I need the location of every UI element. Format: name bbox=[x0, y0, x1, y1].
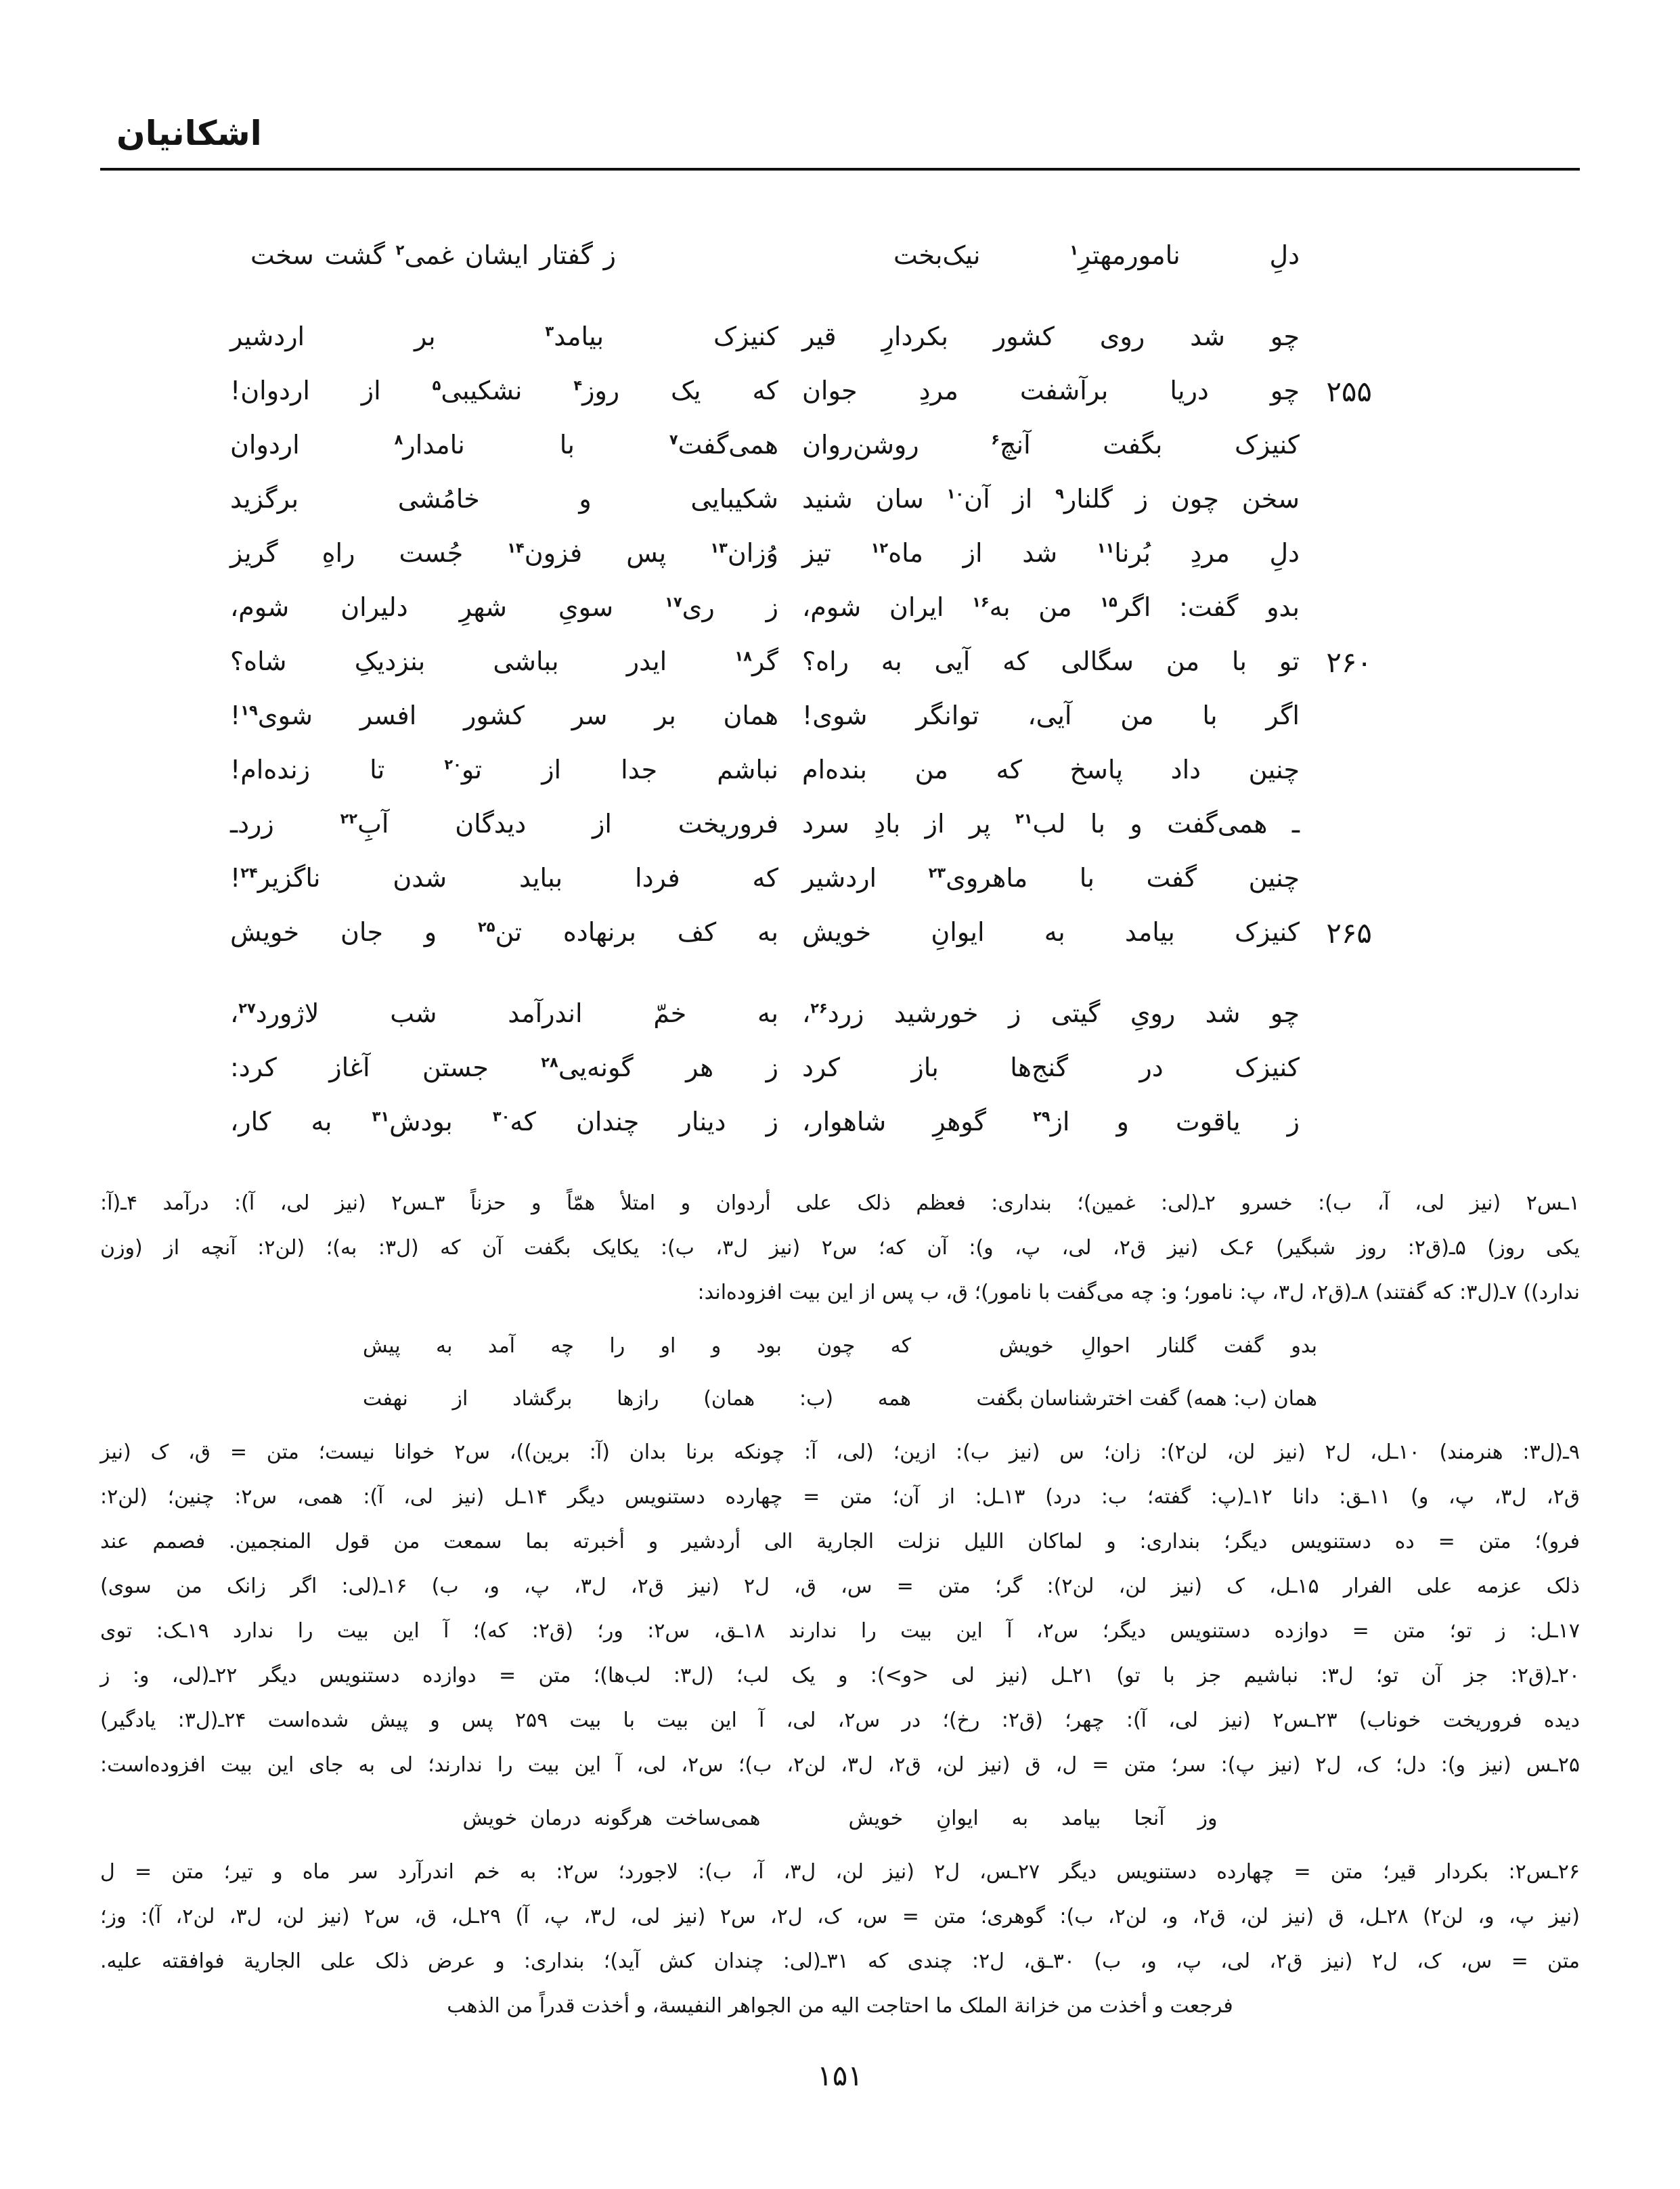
hemistich-left: به کف برنهاده تن$^{۲۵}$ و جان خویش bbox=[230, 917, 778, 948]
couplet-row bbox=[230, 1041, 1391, 1095]
footnote-line: متن = س، ک، ل۲ (نیز ق۲، لی، پ، و، ب) ۳۰ـق، ل۲: چندی که ۳۱ـ(لی: چندان کش آید)؛ بنداری: و عرض ذلک علی الجاریة فوافقته علیه. bbox=[100, 1949, 1580, 1973]
footnote-line: ۱۷ـل: ز تو؛ متن = دوازده دستنویس دیگر؛ س۲، آ این بیت را ندارند ۱۸ـق، س۲: ور؛ (ق۲: که)؛ آ این بیت را ندارد ۱۹ـک: توی bbox=[100, 1619, 1580, 1643]
couplet-row bbox=[230, 527, 1391, 581]
hemistich-right: چنین داد پاسخ که من بنده‌ام bbox=[802, 755, 1300, 785]
hemistich-left: به خمّ اندرآمد شب لاژورد$^{۲۷}$، bbox=[230, 998, 778, 1029]
footnote-line: (نیز پ، و، لن۲) ۲۸ـل، ق (نیز لن، ق۲، و، لن۲، ب): گوهری؛ متن = س، ک، ل۲، س۲ (نیز لی، ل۳، پ، آ) ۲۹ـل، ق، س۲ (نیز لن، ل۳، لن۲، آ): وز؛ bbox=[100, 1905, 1580, 1928]
footnote-line: یکی روز) ۵ـ(ق۲: روز شبگیر) ۶ـک (نیز ق۲، لی، پ، و): آن که؛ س۲ (نیز ل۳، ب): یکایک بگفت آن که (ل۳: به)؛ (لن۲: آنچه از (وزن bbox=[100, 1236, 1580, 1260]
running-head-section-title: اشکانیان bbox=[116, 114, 262, 153]
hemistich-left: که فردا بباید شدن ناگزیر$^{۲۴}$! bbox=[230, 863, 778, 893]
couplet-row bbox=[230, 364, 1391, 418]
hemistich-left: همان بر سر کشور افسر شوی$^{۱۹}$! bbox=[230, 701, 778, 731]
couplet-row bbox=[230, 906, 1391, 960]
hemistich-right: ـ همی‌گفت و با لب$^{۲۱}$ پر از بادِ سرد bbox=[802, 809, 1300, 839]
hemistich-right: سخن چون ز گلنار$^۹$ از آن$^{۱۰}$ سان شنید bbox=[802, 484, 1300, 514]
footnote-inserted-verses bbox=[100, 1797, 1580, 1840]
critical-apparatus-footnotes bbox=[100, 1181, 1580, 2029]
footnote-line: فرو)؛ متن = ده دستنویس دیگر؛ بنداری: و لماکان اللیل نزلت الجاریة الی أردشیر و أخبرته بما سمعت من قول المنجمین. فصمم عند bbox=[100, 1530, 1580, 1553]
couplet-row bbox=[230, 1095, 1391, 1149]
couplet-row bbox=[230, 581, 1391, 635]
poem-section bbox=[230, 229, 1391, 1149]
couplet-row bbox=[230, 987, 1391, 1041]
hemistich-left: نباشم جدا از تو$^{۲۰}$ تا زنده‌ام! bbox=[230, 755, 778, 785]
footnote-hemistich-left: همی‌ساخت هرگونه درمان خویش bbox=[462, 1807, 761, 1830]
footnote-hemistich-left: که چون بود و او را چه آمد به پیش bbox=[363, 1334, 911, 1358]
footnote-line: ۹ـ(ل۳: هنرمند) ۱۰ـل، ل۲ (نیز لن، لن۲): زان؛ س (نیز ب): ازین؛ (لی، آ: چونکه برنا بدان (آ: برین))، س۲ خوانا نیست؛ متن = ق، ک (نیز bbox=[100, 1440, 1580, 1464]
hemistich-right: ز یاقوت و از$^{۲۹}$ گوهرِ شاهوار، bbox=[802, 1107, 1300, 1137]
hemistich-right: دلِ مردِ بُرنا$^{۱۱}$ شد از ماه$^{۱۲}$ تیز bbox=[802, 538, 1300, 569]
hemistich-left: ز ری$^{۱۷}$ سویِ شهرِ دلیران شوم، bbox=[230, 592, 779, 623]
footnote-couplet bbox=[100, 1797, 1580, 1840]
footnote-hemistich-right: بدو گفت گلنار احوالِ خویش bbox=[999, 1334, 1317, 1358]
couplet-row bbox=[230, 418, 1391, 472]
couplet-row bbox=[230, 797, 1391, 852]
couplet-row bbox=[230, 635, 1391, 689]
footnote-line-arabic: فرجعت و أخذت من خزانة الملک ما احتاجت الیه من الجواهر النفیسة، و أخذت قدراً من الذهب bbox=[447, 1994, 1233, 2018]
footnote-line: ق۲، ل۳، پ، و) ۱۱ـق: دانا ۱۲ـ(پ: گفته؛ ب: درد) ۱۳ـل: از آن؛ متن = چهارده دستنویس دیگر ۱۴ـل (نیز لی، آ): همی، س۲: چنین؛ (لن۲: bbox=[100, 1485, 1580, 1509]
footnote-inserted-verses bbox=[100, 1325, 1580, 1421]
footnote-hemistich-left: همه (ب: همان) رازها برگشاد از نهفت bbox=[363, 1387, 911, 1411]
hemistich-left: فروریخت از دیدگان آبِ$^{۲۲}$ زردـ bbox=[230, 809, 778, 839]
header-rule bbox=[100, 168, 1580, 171]
couplet-row bbox=[230, 472, 1391, 527]
footnote-line: ۱ـس۲ (نیز لی، آ، ب): خسرو ۲ـ(لی: غمین)؛ بنداری: فعظم ذلک علی أردوان و امتلأ همّاً و حزناً ۳ـس۲ (نیز لی، آ): درآمد ۴ـ(آ: bbox=[100, 1191, 1580, 1215]
footnote-line: ندارد)) ۷ـ(ل۳: که گفتند) ۸ـ(ق۲، ل۳، پ: نامور؛ و: چه می‌گفت با نامور)؛ ق، ب پس از این بیت افزوده‌اند: bbox=[697, 1281, 1580, 1304]
couplet-row bbox=[230, 689, 1391, 743]
verse-number: ۲۶۰ bbox=[1326, 645, 1372, 679]
footnote-couplet bbox=[100, 1377, 1580, 1421]
footnote-hemistich-right: وز آنجا بیامد به ایوانِ خویش bbox=[848, 1807, 1218, 1830]
footnote-line: ۲۰ـ(ق۲: جز آن تو؛ ل۳: نباشیم جز با تو) ۲۱ـل (نیز لی <و>): و یک لب؛ (ل۳: لب‌ها)؛ متن = دوازده دستنویس دیگر ۲۲ـ(لی، و: ز bbox=[100, 1664, 1580, 1687]
footnote-line: ذلک عزمه علی الفرار ۱۵ـل، ک (نیز لن، لن۲): گر؛ متن = س، ق، ل۲ (نیز ق۲، ل۳، پ، و، ب) ۱۶ـ(لی: اگر زانک من سوی) bbox=[100, 1574, 1580, 1598]
footnote-hemistich-right: همان (ب: همه) گفت اخترشناسان بگفت bbox=[976, 1387, 1317, 1411]
footnote-line: دیده فروریخت خوناب) ۲۳ـس۲ (نیز لی، آ): چهر؛ (ق۲: رخ)؛ در س۲، لی، آ این بیت با بیت ۲۵۹ پس و پیش شده‌است ۲۴ـ(ل۳: یادگیر) bbox=[100, 1708, 1580, 1732]
footnote-line: ۲۵ـس (نیز و): دل؛ ک، ل۲ (نیز پ): سر؛ متن = ل، ق (نیز لن، ق۲، ل۳، لن۲، ب)؛ س۲، لی، آ این بیت را ندارند؛ لی به جای این بیت افزوده‌است: bbox=[100, 1753, 1580, 1777]
hemistich-right: چو دریا برآشفت مردِ جوان bbox=[802, 376, 1300, 406]
hemistich-right: چو شد رویِ گیتی ز خورشید زرد$^{۲۶}$، bbox=[802, 998, 1300, 1029]
hemistich-right: دلِ نامورمهترِ$^۱$ نیک‌بخت bbox=[893, 240, 1300, 271]
footnote-couplet bbox=[100, 1325, 1580, 1368]
couplet-row bbox=[230, 229, 1391, 283]
hemistich-left: همی‌گفت$^۷$ با نامدار$^۸$ اردوان bbox=[230, 430, 778, 460]
hemistich-left: گر$^{۱۸}$ ایدر بباشی بنزدیکِ شاه؟ bbox=[230, 646, 778, 677]
couplet-row bbox=[230, 310, 1391, 364]
hemistich-right: کنیزک بیامد به ایوانِ خویش bbox=[802, 917, 1300, 948]
hemistich-right: بدو گفت: اگر$^{۱۵}$ من به$^{۱۶}$ ایران شوم، bbox=[802, 592, 1300, 623]
hemistich-right: کنیزک بگفت آنچ$^۶$ روشن‌روان bbox=[802, 430, 1300, 460]
footnote-line: ۲۶ـس۲: بکردار قیر؛ متن = چهارده دستنویس دیگر ۲۷ـس، ل۲ (نیز لن، ل۳، آ، ب): لاجورد؛ س۲: به خم اندرآرد سر ماه و تیر؛ متن = ل bbox=[100, 1860, 1580, 1884]
couplet-row bbox=[230, 852, 1391, 906]
hemistich-left: ز گفتار ایشان غمی$^۲$ گشت سخت bbox=[250, 240, 616, 271]
verse-number: ۲۵۵ bbox=[1326, 374, 1372, 408]
hemistich-left: شکیبایی و خامُشی برگزید bbox=[230, 484, 778, 514]
couplet-row bbox=[230, 743, 1391, 797]
verse-number: ۲۶۵ bbox=[1326, 916, 1372, 950]
page-number: ۱۵۱ bbox=[817, 2059, 863, 2092]
hemistich-left: ز هر گونه‌یی$^{۲۸}$ جستن آغاز کرد: bbox=[230, 1053, 778, 1083]
hemistich-right: چو شد روی کشور بکردارِ قیر bbox=[802, 322, 1300, 352]
hemistich-left: که یک روز$^۴$ نشکیبی$^۵$ از اردوان! bbox=[230, 376, 778, 406]
hemistich-left: وُزان$^{۱۳}$ پس فزون$^{۱۴}$ جُست راهِ گریز bbox=[230, 538, 778, 569]
hemistich-right: چنین گفت با ماهروی$^{۲۳}$ اردشیر bbox=[802, 863, 1300, 893]
hemistich-right: کنیزک در گنج‌ها باز کرد bbox=[802, 1053, 1300, 1083]
hemistich-left: ز دینار چندان که$^{۳۰}$ بودش$^{۳۱}$ به کار، bbox=[230, 1107, 778, 1137]
hemistich-left: کنیزک بیامد$^۳$ بر اردشیر bbox=[230, 322, 778, 352]
hemistich-right: تو با من سگالی که آیی به راه؟ bbox=[802, 646, 1300, 677]
hemistich-right: اگر با من آیی، توانگر شوی! bbox=[802, 701, 1300, 731]
